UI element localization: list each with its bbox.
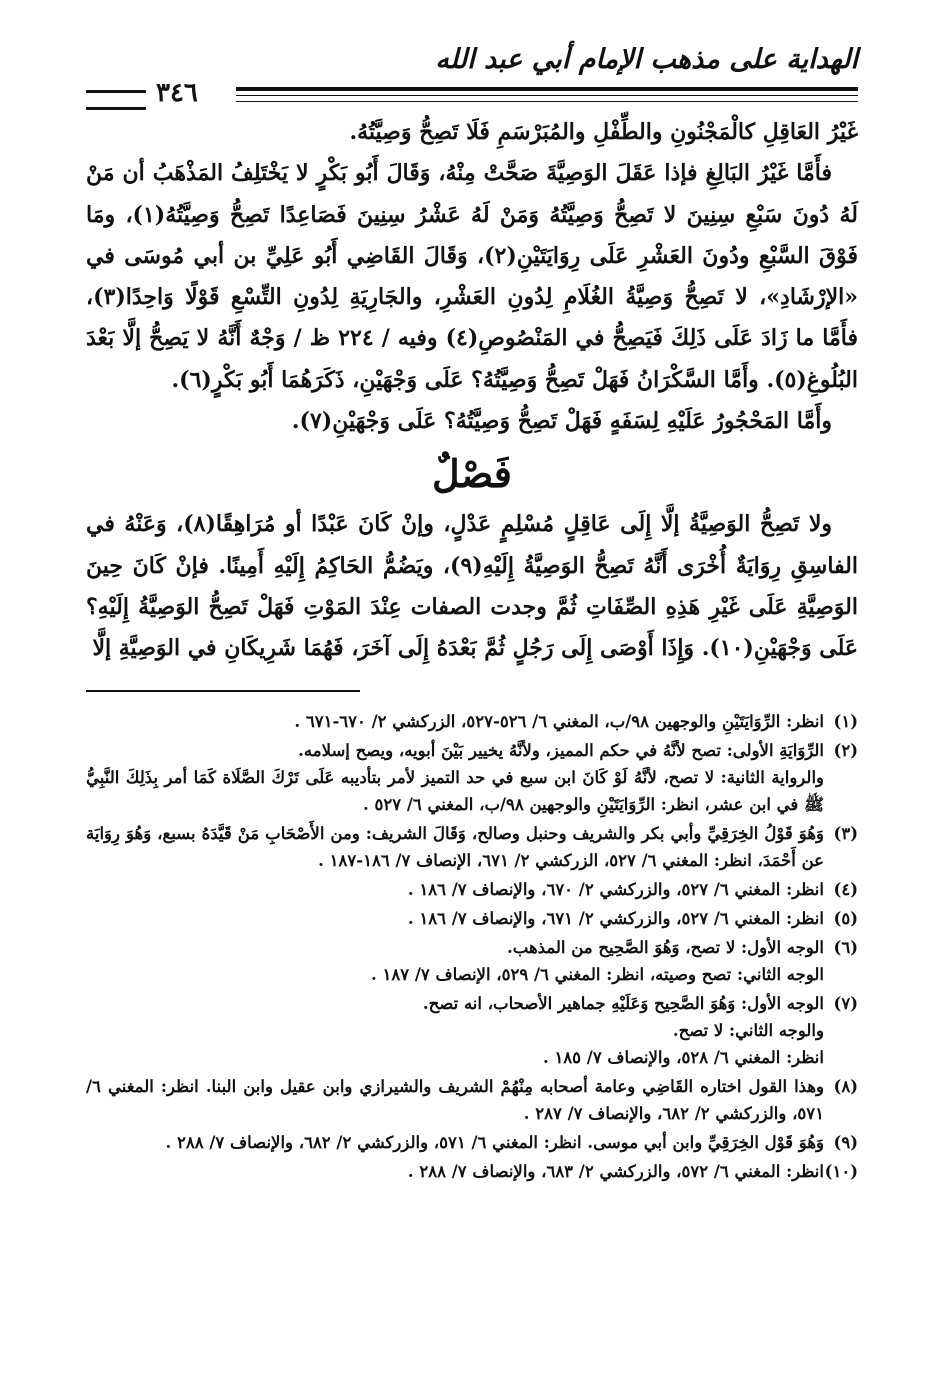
footnote-number: (١٠) — [824, 1162, 858, 1181]
footnote — [86, 1158, 858, 1185]
footnote — [86, 934, 858, 988]
footnote-text: الرِّوَايَةِ الأولى: تصح لأنَّهُ في حكم المميز، ولأنَّهُ يخيير بَيْنَ أبويه، ويصح إسلامه. — [298, 741, 824, 760]
page-number: ٣٤٦ — [156, 78, 198, 108]
footnote-separator — [86, 690, 360, 692]
footnote-number: (٧) — [833, 994, 858, 1013]
footnote — [86, 737, 858, 818]
footnote — [86, 905, 858, 932]
header-rule — [236, 95, 858, 96]
footnote-text: والرواية الثانية: لا تصح، لأنَّهُ لَوْ كَانَ ابن سبع في حد التميز لأمر بتأديبه عَلَى تَرْكَ الصَّلَاة كَمَا أمر بِذَلِكَ النَّبِيُّ ﷺ في ابن عشر، انظر: الرِّوَايَتَيْنِ والوجهين ٩٨/ب، المغني ٦/ ٥٢٧ . — [86, 768, 824, 814]
footnote-text: وَهُوَ قَوْلُ الخِرَقِيِّ وأبي بكر والشريف وحنبل وصالح، وَقَالَ الشريف: ومن الأَصْحَابِ مَنْ قَيَّدَهُ بسبع، وَهُوَ رِوَايَة عن أَحْمَدَ، انظر: المغني ٦/ ٥٢٧، الزركشي ٢/ ٦٧١، الإنصاف ٧/ ١٨٦-١٨٧ . — [86, 824, 824, 870]
running-header — [86, 40, 858, 112]
footnote — [86, 876, 858, 903]
footnote-number: (٥) — [833, 909, 858, 928]
footnote-text: انظر: المغني ٦/ ٥٢٧، والزركشي ٢/ ٦٧٠، والإنصاف ٧/ ١٨٦ . — [407, 880, 824, 899]
footnote — [86, 990, 858, 1071]
paragraph: غَيْرُ العَاقِلِ كالْمَجْنُونِ والطِّفْلِ والمُبَرْسَمِ فَلَا تَصِحُّ وَصِيَّتُهُ. — [349, 119, 858, 145]
header-ornament — [86, 90, 146, 110]
footnote-number: (٨) — [833, 1077, 858, 1096]
footnote-text: انظر: المغني ٦/ ٥٢٨، والإنصاف ٧/ ١٨٥ . — [542, 1048, 824, 1067]
footnote-number: (٤) — [833, 880, 858, 899]
section-heading: فَصْلٌ — [432, 451, 512, 497]
footnote-number: (٩) — [833, 1133, 858, 1152]
footnote-number: (٣) — [833, 824, 858, 843]
footnote-number: (٢) — [833, 741, 858, 760]
paragraph: وأَمَّا المَحْجُورُ عَلَيْهِ لِسَفَهٍ فَهَلْ تَصِحُّ وَصِيَّتُهُ؟ عَلَى وَجْهَيْنِ(٧). — [291, 408, 832, 435]
footnote — [86, 708, 858, 735]
footnote-number: (١) — [833, 712, 858, 731]
footnote-text: وهذا القول اختاره القَاضِي وعامة أصحابه مِنْهُمْ الشريف والشيرازي وابن عقيل وابن البنا. انظر: المغني ٦/ ٥٧١، والزركشي ٢/ ٦٨٢، والإنصاف ٧/ ٢٨٧ . — [86, 1077, 824, 1123]
running-title: الهداية على مذهب الإمام أبي عبد الله — [435, 44, 858, 75]
header-rule — [236, 87, 858, 91]
footnote-text: الوجه الأول: وَهُوَ الصَّحِيح وَعَلَيْهِ جماهير الأصحاب، انه تصح. — [422, 994, 824, 1013]
paragraph: فأَمَّا غَيْرُ البَالِغِ فإذا عَقَلَ الوَصِيَّةَ صَحَّتْ مِنْهُ، وَقَالَ أَبُو بَكْرٍ لا يَخْتَلِفُ المَذْهَبُ أن مَنْ لَهُ دُونَ سَبْعِ سِنِينَ لا تَصِحُّ وَصِيَّتُهُ وَمَنْ لَهُ عَشْرُ سِنِينَ فَصَاعِدًا تَصِحُّ وَصِيَّتُهُ(١)، ومَا فَوْقَ السَّبْعِ ودُونَ العَشْرِ عَلَى رِوَايَتَيْنِ(٢)، وَقَالَ القَاضِي أَبُو عَلِيِّ بن أبي مُوسَى في «الإرْشَادِ»، لا تَصِحُّ وَصِيَّةُ الغُلَامِ لِدُونِ العَشْرِ، والجَارِيَةِ لِدُونِ التِّسْعِ قَوْلًا وَاحِدًا(٣)، فأَمَّا ما زَادَ عَلَى ذَلِكَ فَيَصِحُّ في المَنْصُوصِ(٤) وفيه / ٢٢٤ ظ / وَجْهٌ أَنَّهُ لا يَصِحُّ إلَّا بَعْدَ البُلُوغِ(٥). وأَمَّا السَّكْرَانُ فَهَلْ تَصِحُّ وَصِيَّتُهُ؟ عَلَى وَجْهَيْنِ، ذَكَرَهُمَا أَبُو بَكْرٍ(٦). — [86, 160, 858, 393]
header-rule — [236, 101, 858, 102]
main-text — [86, 112, 858, 670]
footnote — [86, 1073, 858, 1127]
footnote — [86, 820, 858, 874]
footnote-text: انظر: المغني ٦/ ٥٧٢، والزركشي ٢/ ٦٨٣، والإنصاف ٧/ ٢٨٨ . — [407, 1162, 824, 1181]
footnotes — [86, 708, 858, 1187]
paragraph: ولا تَصِحُّ الوَصِيَّةُ إلَّا إِلَى عَاقِلٍ مُسْلِمٍ عَدْلٍ، وإنْ كَانَ عَبْدًا أو مُرَاهِقًا(٨)، وَعَنْهُ في الفاسِقِ رِوَايَةٌ أُخْرَى أَنَّهُ تَصِحُّ الوَصِيَّةُ إِلَيْهِ(٩)، ويَضُمُّ الحَاكِمُ إِلَيْهِ أَمِينًا. فإنْ كَانَ حِينَ الوَصِيَّةِ عَلَى غَيْرِ هَذِهِ الصِّفَاتِ ثُمَّ وجدت الصفات عِنْدَ المَوْتِ فَهَلْ تَصِحُّ الوَصِيَّةُ إِلَيْهِ؟ عَلَى وَجْهَيْنِ(١٠). وَإِذَا أَوْصَى إِلَى رَجُلٍ ثُمَّ بَعْدَهُ إِلَى آخَرَ، فَهُمَا شَرِيكَانِ في الوَصِيَّةِ إلَّا — [86, 511, 859, 662]
footnote — [86, 1129, 858, 1156]
footnote-number: (٦) — [833, 938, 858, 957]
footnote-text: وَهُوَ قَوْل الخِرَقِيِّ وابن أبي موسى. انظر: المغني ٦/ ٥٧١، والزركشي ٢/ ٦٨٢، والإنصاف ٧/ ٢٨٨ . — [165, 1133, 824, 1152]
footnote-text: انظر: الرِّوَايَتَيْنِ والوجهين ٩٨/ب، المغني ٦/ ٥٢٦-٥٢٧، الزركشي ٢/ ٦٧٠-٦٧١ . — [294, 712, 824, 731]
footnote-text: الوجه الأول: لا تصح، وَهُوَ الصَّحِيح من المذهب. — [507, 938, 824, 957]
footnote-text: والوجه الثاني: لا تصح. — [672, 1021, 824, 1040]
footnote-text: الوجه الثاني: تصح وصيته، انظر: المغني ٦/ ٥٢٩، الإنصاف ٧/ ١٨٧ . — [371, 965, 824, 984]
footnote-text: انظر: المغني ٦/ ٥٢٧، والزركشي ٢/ ٦٧١، والإنصاف ٧/ ١٨٦ . — [407, 909, 824, 928]
